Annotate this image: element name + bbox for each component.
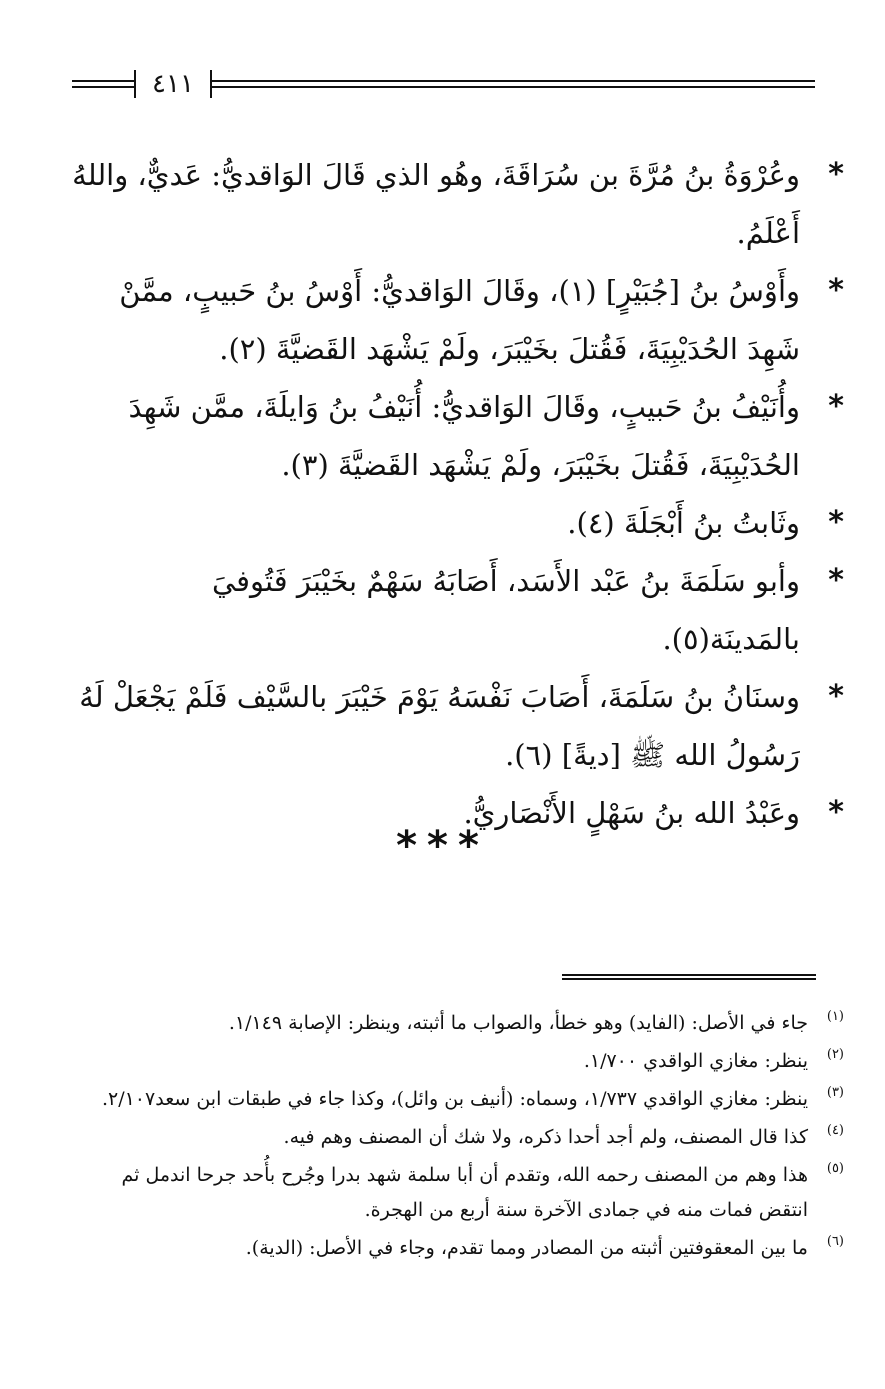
entry-text: وأُنَيْفُ بنُ حَبيبٍ، وقَالَ الوَاقديُّ: أُنَيْفُ بنُ وَايلَةَ، ممَّن شَهِدَ الحُدَيْبِيَةَ، فَقُتلَ بخَيْبَرَ، ولَمْ يَشْهَد القَضيَّةَ (٣).: [128, 390, 800, 482]
main-text: [70, 146, 844, 842]
section-separator: ***: [396, 823, 489, 869]
page-header: [72, 66, 815, 102]
footnote-text: ما بين المعقوفتين أثبته من المصادر ومما تقدم، وجاء في الأصل: (الدية).: [245, 1237, 808, 1259]
bullet-star: *: [828, 273, 844, 308]
entry-text: وعَبْدُ الله بنُ سَهْلٍ الأَنْصَاريُّ.: [463, 796, 800, 830]
footnote-rule: [562, 974, 816, 980]
footnote-2: [72, 1044, 844, 1079]
footnote-5: [72, 1158, 844, 1228]
bullet-star: *: [828, 563, 844, 598]
footnote-number: (٤): [826, 1123, 844, 1138]
header-rule-left: [72, 80, 134, 88]
entry-thabit: [70, 494, 844, 552]
page-number: ٤١١: [152, 69, 194, 99]
entry-urwa: [70, 146, 844, 262]
bullet-star: *: [828, 795, 844, 830]
footnote-text: ينظر: مغازي الواقدي ١/٧٣٧، وسماه: (أنيف بن وائل)، وكذا جاء في طبقات ابن سعد٢/١٠٧.: [101, 1088, 808, 1110]
footnote-1: [72, 1006, 844, 1041]
footnote-number: (١): [826, 1009, 844, 1024]
entry-abu-salama: [70, 552, 844, 668]
header-rule-right: [212, 80, 815, 88]
footnote-number: (٦): [826, 1234, 844, 1249]
bullet-star: *: [828, 679, 844, 714]
entry-text: وأَوْسُ بنُ [جُبَيْرٍ] (١)، وقَالَ الوَاقديُّ: أَوْسُ بنُ حَبيبٍ، ممَّنْ شَهِدَ الحُدَيْبِيَةَ، فَقُتلَ بخَيْبَرَ، ولَمْ يَشْهَد القَضيَّةَ (٢).: [119, 274, 800, 366]
footnote-text: ينظر: مغازي الواقدي ١/٧٠٠.: [583, 1050, 808, 1072]
footnote-number: (٥): [826, 1161, 844, 1176]
footnote-number: (٢): [826, 1047, 844, 1062]
entry-aws: [70, 262, 844, 378]
entry-text: وثَابتُ بنُ أَبْجَلَةَ (٤).: [567, 506, 800, 540]
entry-sinan: [70, 668, 844, 784]
footnote-3: [72, 1082, 844, 1117]
bullet-star: *: [828, 389, 844, 424]
footnote-text: هذا وهم من المصنف رحمه الله، وتقدم أن أبا سلمة شهد بدرا وجُرح بأُحد جرحا اندمل ثم انتقض فمات منه في جمادى الآخرة سنة أربع من الهجرة.: [121, 1164, 808, 1221]
entry-text: وعُرْوَةُ بنُ مُرَّةَ بن سُرَاقَةَ، وهُو الذي قَالَ الوَاقديُّ: عَديٌّ، واللهُ أَعْلَمُ.: [72, 158, 800, 250]
footnote-number: (٣): [826, 1085, 844, 1100]
footnote-6: [72, 1231, 844, 1266]
entry-text: وأبو سَلَمَةَ بنُ عَبْد الأَسَد، أَصَابَهُ سَهْمٌ بخَيْبَرَ فَتُوفيَ بالمَدينَة(٥).: [211, 564, 800, 656]
footnote-text: كذا قال المصنف، ولم أجد أحدا ذكره، ولا شك أن المصنف وهم فيه.: [283, 1126, 808, 1148]
footnote-text: جاء في الأصل: (الفايد) وهو خطأ، والصواب ما أثبته، وينظر: الإصابة ١/١٤٩.: [228, 1012, 808, 1034]
bullet-star: *: [828, 157, 844, 192]
entry-unayf: [70, 378, 844, 494]
entry-text: وسنَانُ بنُ سَلَمَةَ، أَصَابَ نَفْسَهُ يَوْمَ خَيْبَرَ بالسَّيْف فَلَمْ يَجْعَلْ لَهُ رَسُولُ الله ﷺ [ديةً] (٦).: [79, 680, 800, 772]
footnotes: [72, 1006, 844, 1269]
footnote-4: [72, 1120, 844, 1155]
bullet-star: *: [828, 505, 844, 540]
